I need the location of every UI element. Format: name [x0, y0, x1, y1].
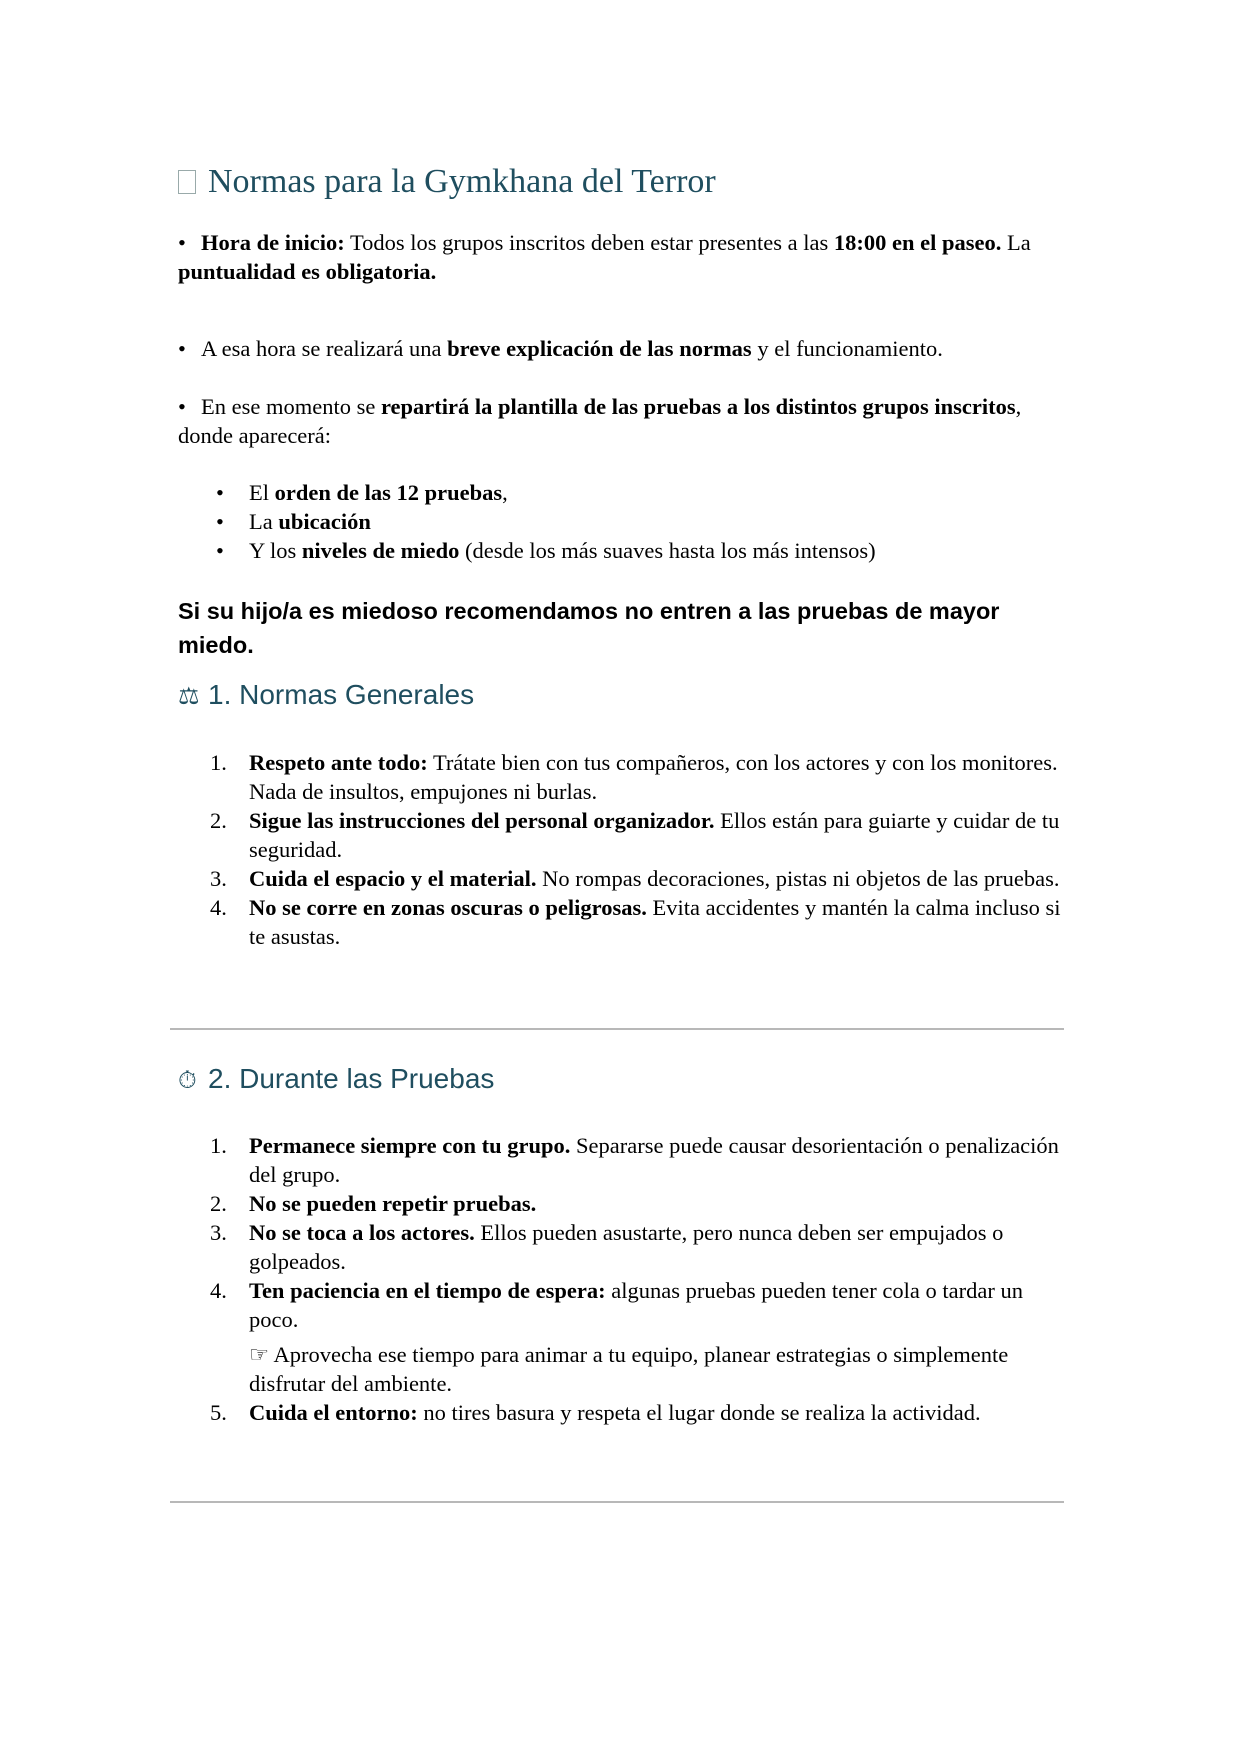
section-heading-general: [178, 678, 474, 714]
text: Ellos pueden asustarte, pero nunca deben ser empujados o golpeados.: [249, 1220, 1004, 1274]
bullet-icon: •: [178, 336, 186, 361]
bold-text: orden de las 12 pruebas: [274, 480, 503, 505]
bold-text: Ten paciencia en el tiempo de espera:: [249, 1278, 606, 1303]
list-item: [174, 1218, 1064, 1276]
list-item: [174, 864, 1064, 893]
text: (desde los más suaves hasta los más intensos): [459, 538, 876, 563]
bold-text: Respeto ante todo:: [249, 750, 428, 775]
text: La: [1001, 230, 1031, 255]
bullet-icon: •: [216, 538, 224, 563]
item-number: 1.: [210, 750, 227, 775]
list-item: [174, 893, 1064, 951]
text: ,: [502, 480, 508, 505]
text: Separarse puede causar desorientación o penalización del grupo.: [249, 1133, 1059, 1187]
list-item: [174, 1276, 1064, 1398]
item-number: 5.: [210, 1400, 227, 1425]
list-item: [174, 748, 1064, 806]
item-number: 3.: [210, 1220, 227, 1245]
bold-text: repartirá la plantilla de las pruebas a los distintos grupos inscritos: [380, 394, 1016, 419]
bullet-icon: •: [178, 230, 186, 255]
list-item: [174, 1131, 1064, 1189]
list-item: [174, 507, 876, 536]
intro-bullet-explanation: [178, 334, 1068, 363]
text: Trátate bien con tus compañeros, con los actores y con los monitores. Nada de insultos, empujones ni burlas.: [249, 750, 1058, 804]
text: El: [249, 480, 275, 505]
scales-icon: ⚖: [178, 683, 200, 710]
bold-text: breve explicación de las normas: [447, 336, 752, 361]
bold-text: puntualidad es obligatoria.: [178, 259, 437, 284]
text: no tires basura y respeta el lugar donde se realiza la actividad.: [417, 1400, 981, 1425]
bold-text: No se corre en zonas oscuras o peligrosas.: [249, 895, 647, 920]
bold-text: Cuida el espacio y el material.: [249, 866, 537, 891]
text: A esa hora se realizará una: [201, 336, 448, 361]
bold-text: 18:00 en el paseo.: [833, 230, 1002, 255]
text: No rompas decoraciones, pistas ni objetos de las pruebas.: [536, 866, 1060, 891]
general-rules-list: [174, 748, 1064, 951]
template-contents-list: [174, 478, 876, 565]
text: algunas pruebas pueden tener cola o tardar un poco.: [249, 1278, 1023, 1332]
bold-text: Hora de inicio:: [201, 230, 345, 255]
item-number: 4.: [210, 1278, 227, 1303]
stopwatch-icon: ⏱: [178, 1067, 197, 1094]
intro-bullet-template: [178, 392, 1068, 450]
item-number: 1.: [210, 1133, 227, 1158]
horizontal-rule: [170, 1028, 1064, 1030]
text: Y los: [249, 538, 302, 563]
text: Todos los grupos inscritos deben estar presentes a las: [344, 230, 834, 255]
list-item: [174, 478, 876, 507]
text: En ese momento se: [201, 394, 381, 419]
text: La: [249, 509, 279, 534]
bold-text: Permanece siempre con tu grupo.: [249, 1133, 571, 1158]
item-number: 4.: [210, 895, 227, 920]
text: , donde aparecerá:: [178, 394, 1022, 448]
bold-text: ubicación: [278, 509, 371, 534]
title-text: Normas para la Gymkhana del Terror: [208, 163, 716, 200]
bold-text: No se pueden repetir pruebas.: [249, 1191, 537, 1216]
list-item: [174, 1189, 1064, 1218]
bullet-icon: •: [178, 394, 186, 419]
list-item: [174, 536, 876, 565]
horizontal-rule: [170, 1501, 1064, 1503]
bold-text: Cuida el entorno:: [249, 1400, 418, 1425]
bold-text: No se toca a los actores.: [249, 1220, 475, 1245]
list-item: [174, 1398, 1064, 1427]
text: Evita accidentes y mantén la calma incluso si te asustas.: [249, 895, 1061, 949]
text: Ellos están para guiarte y cuidar de tu seguridad.: [249, 808, 1060, 862]
intro-bullet-start-time: [178, 228, 1068, 286]
heading-text: 1. Normas Generales: [208, 679, 475, 710]
during-rules-list: [174, 1131, 1064, 1427]
item-number: 2.: [210, 808, 227, 833]
list-item: [174, 806, 1064, 864]
warning-text: Si su hijo/a es miedoso recomendamos no entren a las pruebas de mayor miedo.: [178, 598, 1000, 658]
section-heading-during: [178, 1062, 494, 1098]
tip-note: ☞ Aprovecha ese tiempo para animar a tu equipo, planear estrategias o simplemente disfrutar del ambiente.: [249, 1342, 1009, 1396]
missing-glyph-icon: [178, 170, 196, 194]
bold-text: niveles de miedo: [301, 538, 460, 563]
bullet-icon: •: [216, 509, 224, 534]
heading-text: 2. Durante las Pruebas: [208, 1063, 495, 1094]
text: y el funcionamiento.: [751, 336, 943, 361]
bullet-icon: •: [216, 480, 224, 505]
item-number: 3.: [210, 866, 227, 891]
bold-text: Sigue las instrucciones del personal organizador.: [249, 808, 715, 833]
item-number: 2.: [210, 1191, 227, 1216]
document-title: [178, 162, 716, 202]
